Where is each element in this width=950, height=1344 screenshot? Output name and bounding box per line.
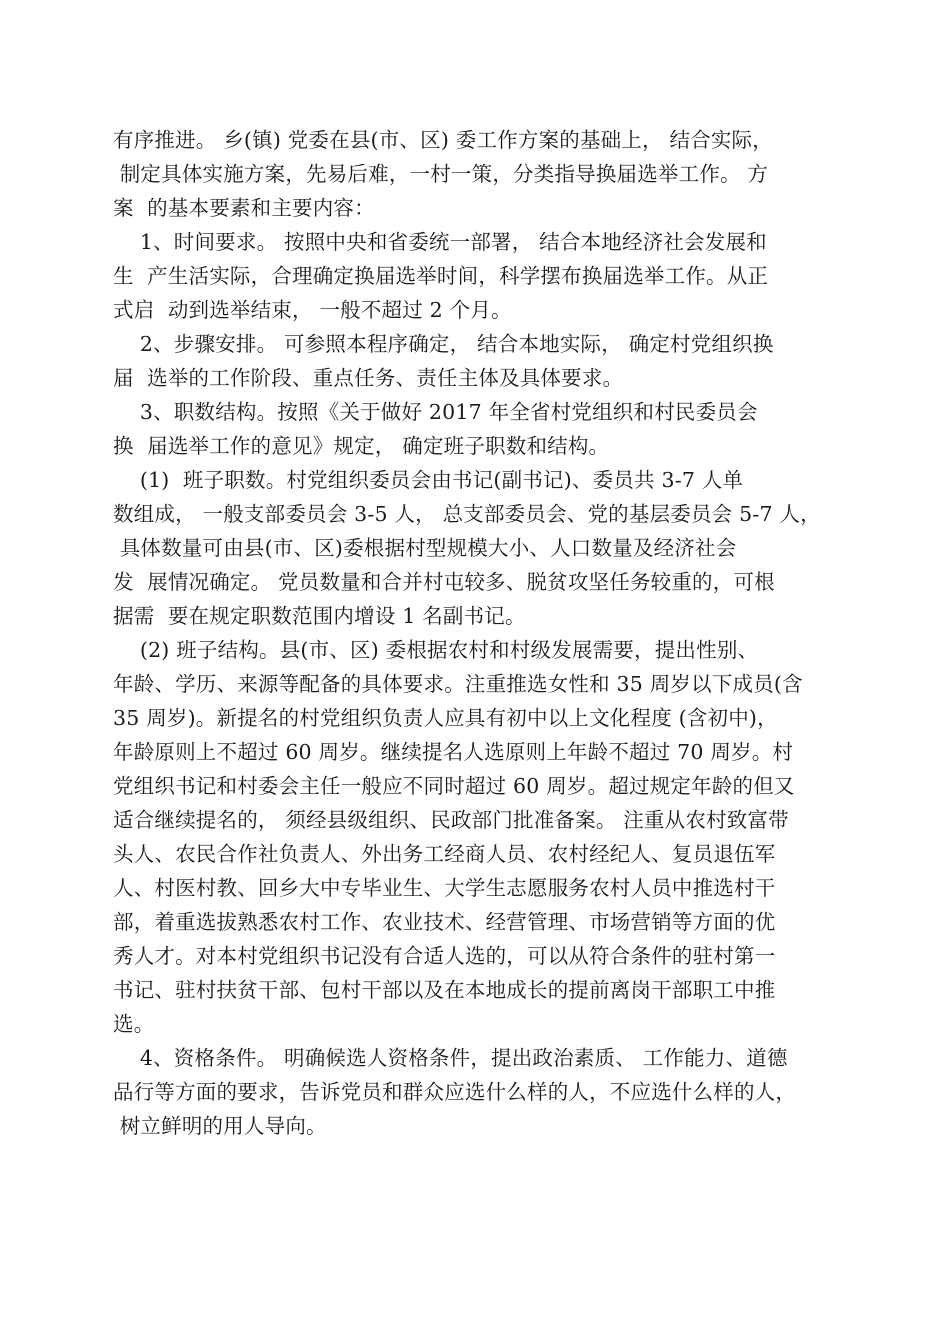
text-line: 换 届选举工作的意见》规定， 确定班子职数和结构。	[113, 434, 610, 458]
text-line: 品行等方面的要求，告诉党员和群众应选什么样的人，不应选什么样的人，	[113, 1080, 797, 1104]
text-line: 选。	[113, 1012, 155, 1036]
text-line: 数组成， 一般支部委员会 3-5 人， 总支部委员会、党的基层委员会 5-7 人，	[113, 502, 821, 526]
document-body	[113, 123, 838, 1143]
text-line: 发 展情况确定。 党员数量和合并村屯较多、脱贫攻坚任务较重的，可根	[113, 570, 775, 594]
text-line: (1) 班子职数。村党组织委员会由书记(副书记)、委员共 3-7 人单	[113, 468, 744, 492]
text-line: 1、时间要求。 按照中央和省委统一部署， 结合本地经济社会发展和	[113, 230, 767, 254]
text-line: (2) 班子结构。县(市、区) 委根据农村和村级发展需要，提出性别、	[113, 638, 759, 662]
text-line: 党组织书记和村委会主任一般应不同时超过 60 周岁。超过规定年龄的但又	[113, 774, 795, 798]
text-line: 制定具体实施方案，先易后难，一村一策，分类指导换届选举工作。 方	[113, 162, 769, 186]
text-line: 年龄原则上不超过 60 周岁。继续提名人选原则上年龄不超过 70 周岁。村	[113, 740, 794, 764]
text-line: 年龄、学历、来源等配备的具体要求。注重推选女性和 35 周岁以下成员(含	[113, 672, 803, 696]
text-line: 式启 动到选举结束， 一般不超过 2 个月。	[113, 298, 512, 322]
text-line: 2、步骤安排。 可参照本程序确定， 结合本地实际， 确定村党组织换	[113, 332, 774, 356]
text-line: 据需 要在规定职数范围内增设 1 名副书记。	[113, 604, 526, 628]
text-line: 届 选举的工作阶段、重点任务、责任主体及具体要求。	[113, 366, 624, 390]
text-line: 适合继续提名的， 须经县级组织、民政部门批准备案。 注重从农村致富带	[113, 808, 789, 832]
text-line: 秀人才。对本村党组织书记没有合适人选的，可以从符合条件的驻村第一	[113, 944, 776, 968]
text-line: 书记、驻村扶贫干部、包村干部以及在本地成长的提前离岗干部职工中推	[113, 978, 776, 1002]
text-line: 人、村医村教、回乡大中专毕业生、大学生志愿服务农村人员中推选村干	[113, 876, 776, 900]
text-line: 树立鲜明的用人导向。	[113, 1114, 327, 1138]
text-line: 具体数量可由县(市、区)委根据村型规模大小、人口数量及经济社会	[113, 536, 737, 560]
text-line: 头人、农民合作社负责人、外出务工经商人员、农村经纪人、复员退伍军	[113, 842, 776, 866]
text-line: 有序推进。 乡(镇) 党委在县(市、区) 委工作方案的基础上， 结合实际，	[113, 128, 773, 152]
text-line: 4、资格条件。 明确候选人资格条件，提出政治素质、 工作能力、道德	[113, 1046, 788, 1070]
text-line: 案 的基本要素和主要内容：	[113, 196, 375, 220]
text-line: 部，着重选拔熟悉农村工作、农业技术、经营管理、市场营销等方面的优	[113, 910, 776, 934]
text-line: 35 周岁)。新提名的村党组织负责人应具有初中以上文化程度 (含初中)，	[113, 706, 778, 730]
text-line: 生 产生活实际，合理确定换届选举时间，科学摆布换届选举工作。从正	[113, 264, 769, 288]
text-line: 3、职数结构。按照《关于做好 2017 年全省村党组织和村民委员会	[113, 400, 758, 424]
